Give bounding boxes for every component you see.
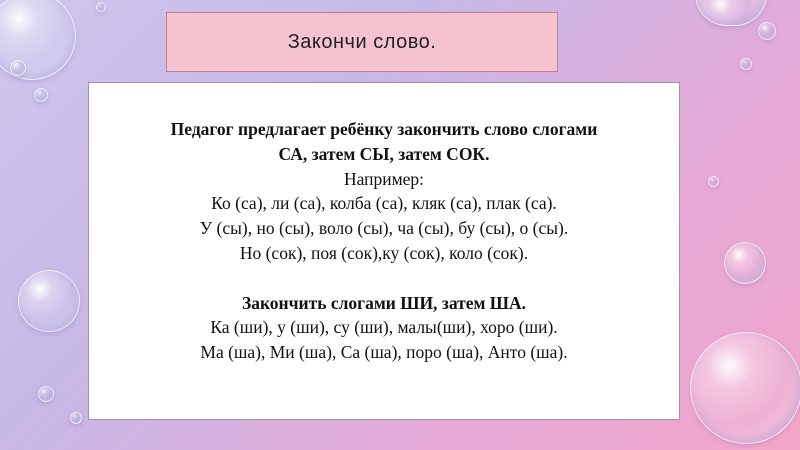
slide-title-box	[166, 12, 558, 72]
task-heading: Закончить слогами ШИ, затем ША.	[241, 292, 527, 313]
example-line-sok: Но (сок), поя (сок),ку (сок), коло (сок).	[239, 242, 529, 263]
decorative-bubble	[34, 88, 48, 102]
decorative-bubble	[18, 270, 80, 332]
decorative-bubble	[740, 58, 752, 70]
instruction-line-1: Педагог предлагает ребёнку закончить слово слогами	[170, 119, 598, 139]
slide-title: Закончи слово.	[287, 30, 437, 53]
example-line-sa: Ко (са), ли (са), колба (са), кляк (са), плак (са).	[211, 193, 557, 214]
decorative-bubble	[758, 22, 776, 40]
decorative-bubble	[70, 412, 82, 424]
decorative-bubble	[695, 0, 767, 26]
example-line-shi: Ка (ши), у (ши), су (ши), малы(ши), хоро (ши).	[210, 317, 558, 338]
decorative-bubble	[38, 386, 54, 402]
slide-content-box	[88, 82, 680, 420]
decorative-bubble	[724, 242, 766, 284]
instruction-line-2: СА, затем СЫ, затем СОК.	[278, 143, 490, 164]
example-line-sy: У (сы), но (сы), воло (сы), ча (сы), бу (сы), о (сы).	[199, 218, 569, 239]
blank-line	[89, 266, 679, 291]
decorative-bubble	[708, 176, 719, 187]
decorative-bubble	[96, 2, 106, 12]
example-heading: Например:	[343, 168, 425, 189]
example-line-sha: Ма (ша), Ми (ша), Са (ша), поро (ша), Анто (ша).	[200, 342, 568, 363]
decorative-bubble	[690, 332, 800, 444]
decorative-bubble	[10, 60, 26, 76]
